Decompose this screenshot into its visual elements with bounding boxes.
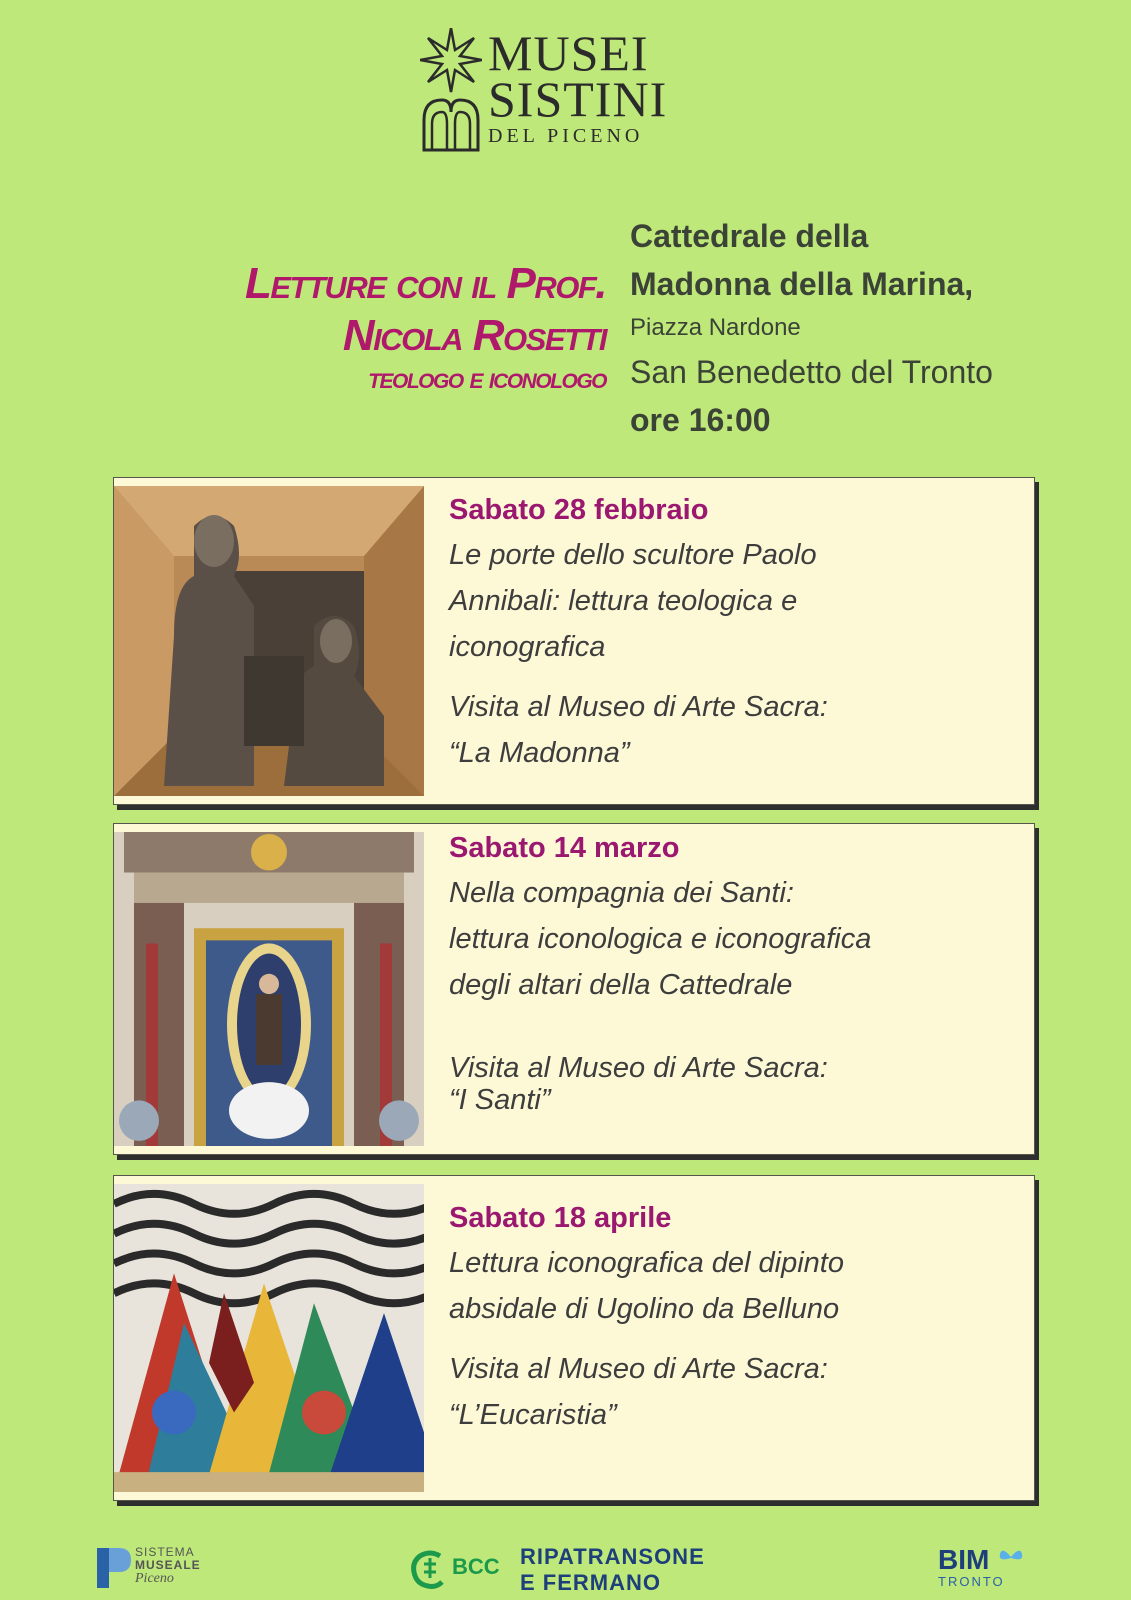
venue-line-2: Madonna della Marina, (630, 266, 974, 302)
event-date: Sabato 28 febbraio (449, 494, 709, 526)
title-line-2: Nicola Rosetti (342, 311, 606, 360)
title-line-1: Letture con il Prof. (245, 259, 606, 308)
event-visit-line: Visita al Museo di Arte Sacra: (449, 691, 828, 723)
event-visit-line: Visita al Museo di Arte Sacra: (449, 1353, 828, 1385)
logo-line-piceno: DEL PICENO (488, 125, 644, 147)
event-visit-line: Visita al Museo di Arte Sacra: (449, 1052, 828, 1084)
event-visit-line: “L’Eucaristia” (449, 1399, 617, 1431)
venue-info (630, 212, 993, 444)
sponsor-footer (0, 1540, 1131, 1600)
lecture-title (245, 258, 606, 396)
sistema-line-3: Piceno (135, 1571, 174, 1586)
sistema-line-2: MUSEALE (135, 1558, 201, 1572)
logo-line-sistini: SISTINI (488, 71, 668, 127)
event-desc-line: Annibali: lettura teologica e (449, 585, 798, 617)
bcc-line-1: RIPATRANSONE (520, 1544, 705, 1569)
title-subtitle: teologo e iconologo (368, 362, 606, 395)
event-image-apse-painting (114, 1184, 424, 1492)
event-desc-line: degli altari della Cattedrale (449, 969, 793, 1001)
event-card-2 (113, 823, 1035, 1155)
event-card-3 (113, 1175, 1035, 1501)
bim-tronto-logo (938, 1546, 1038, 1596)
bim-tronto-label: TRONTO (938, 1574, 1005, 1589)
event-visit-line: “La Madonna” (449, 737, 630, 769)
logo-line-musei: MUSEI (488, 25, 649, 81)
event-image-altar (114, 832, 424, 1146)
event-card-1 (113, 477, 1035, 805)
bcc-label: BCC (452, 1554, 500, 1579)
venue-address: Piazza Nardone (630, 314, 801, 341)
musei-sistini-logo (420, 25, 680, 158)
event-desc-line: absidale di Ugolino da Belluno (449, 1293, 840, 1325)
sistema-line-1: SISTEMA (135, 1545, 195, 1559)
bcc-mark-icon (410, 1550, 446, 1590)
butterfly-icon (998, 1546, 1024, 1568)
event-desc-line: Nella compagnia dei Santi: (449, 877, 794, 909)
event-date: Sabato 18 aprile (449, 1202, 672, 1234)
event-image-sculpture (114, 486, 424, 796)
sistema-museale-mark-icon (97, 1548, 131, 1588)
venue-time: ore 16:00 (630, 402, 771, 438)
star-arch-logo-icon (420, 28, 482, 153)
bcc-line-2: E FERMANO (520, 1570, 661, 1595)
event-desc-line: Lettura iconografica del dipinto (449, 1247, 844, 1279)
venue-city: San Benedetto del Tronto (630, 354, 993, 390)
bcc-logo (410, 1544, 730, 1596)
event-date: Sabato 14 marzo (449, 832, 680, 864)
event-desc-line: Le porte dello scultore Paolo (449, 539, 817, 571)
venue-line-1: Cattedrale della (630, 218, 869, 254)
bim-label: BIM (938, 1544, 990, 1575)
event-desc-line: iconografica (449, 631, 606, 663)
event-desc-line: lettura iconologica e iconografica (449, 923, 872, 955)
sistema-museale-logo (97, 1544, 217, 1594)
event-visit-line: “I Santi” (449, 1084, 551, 1116)
